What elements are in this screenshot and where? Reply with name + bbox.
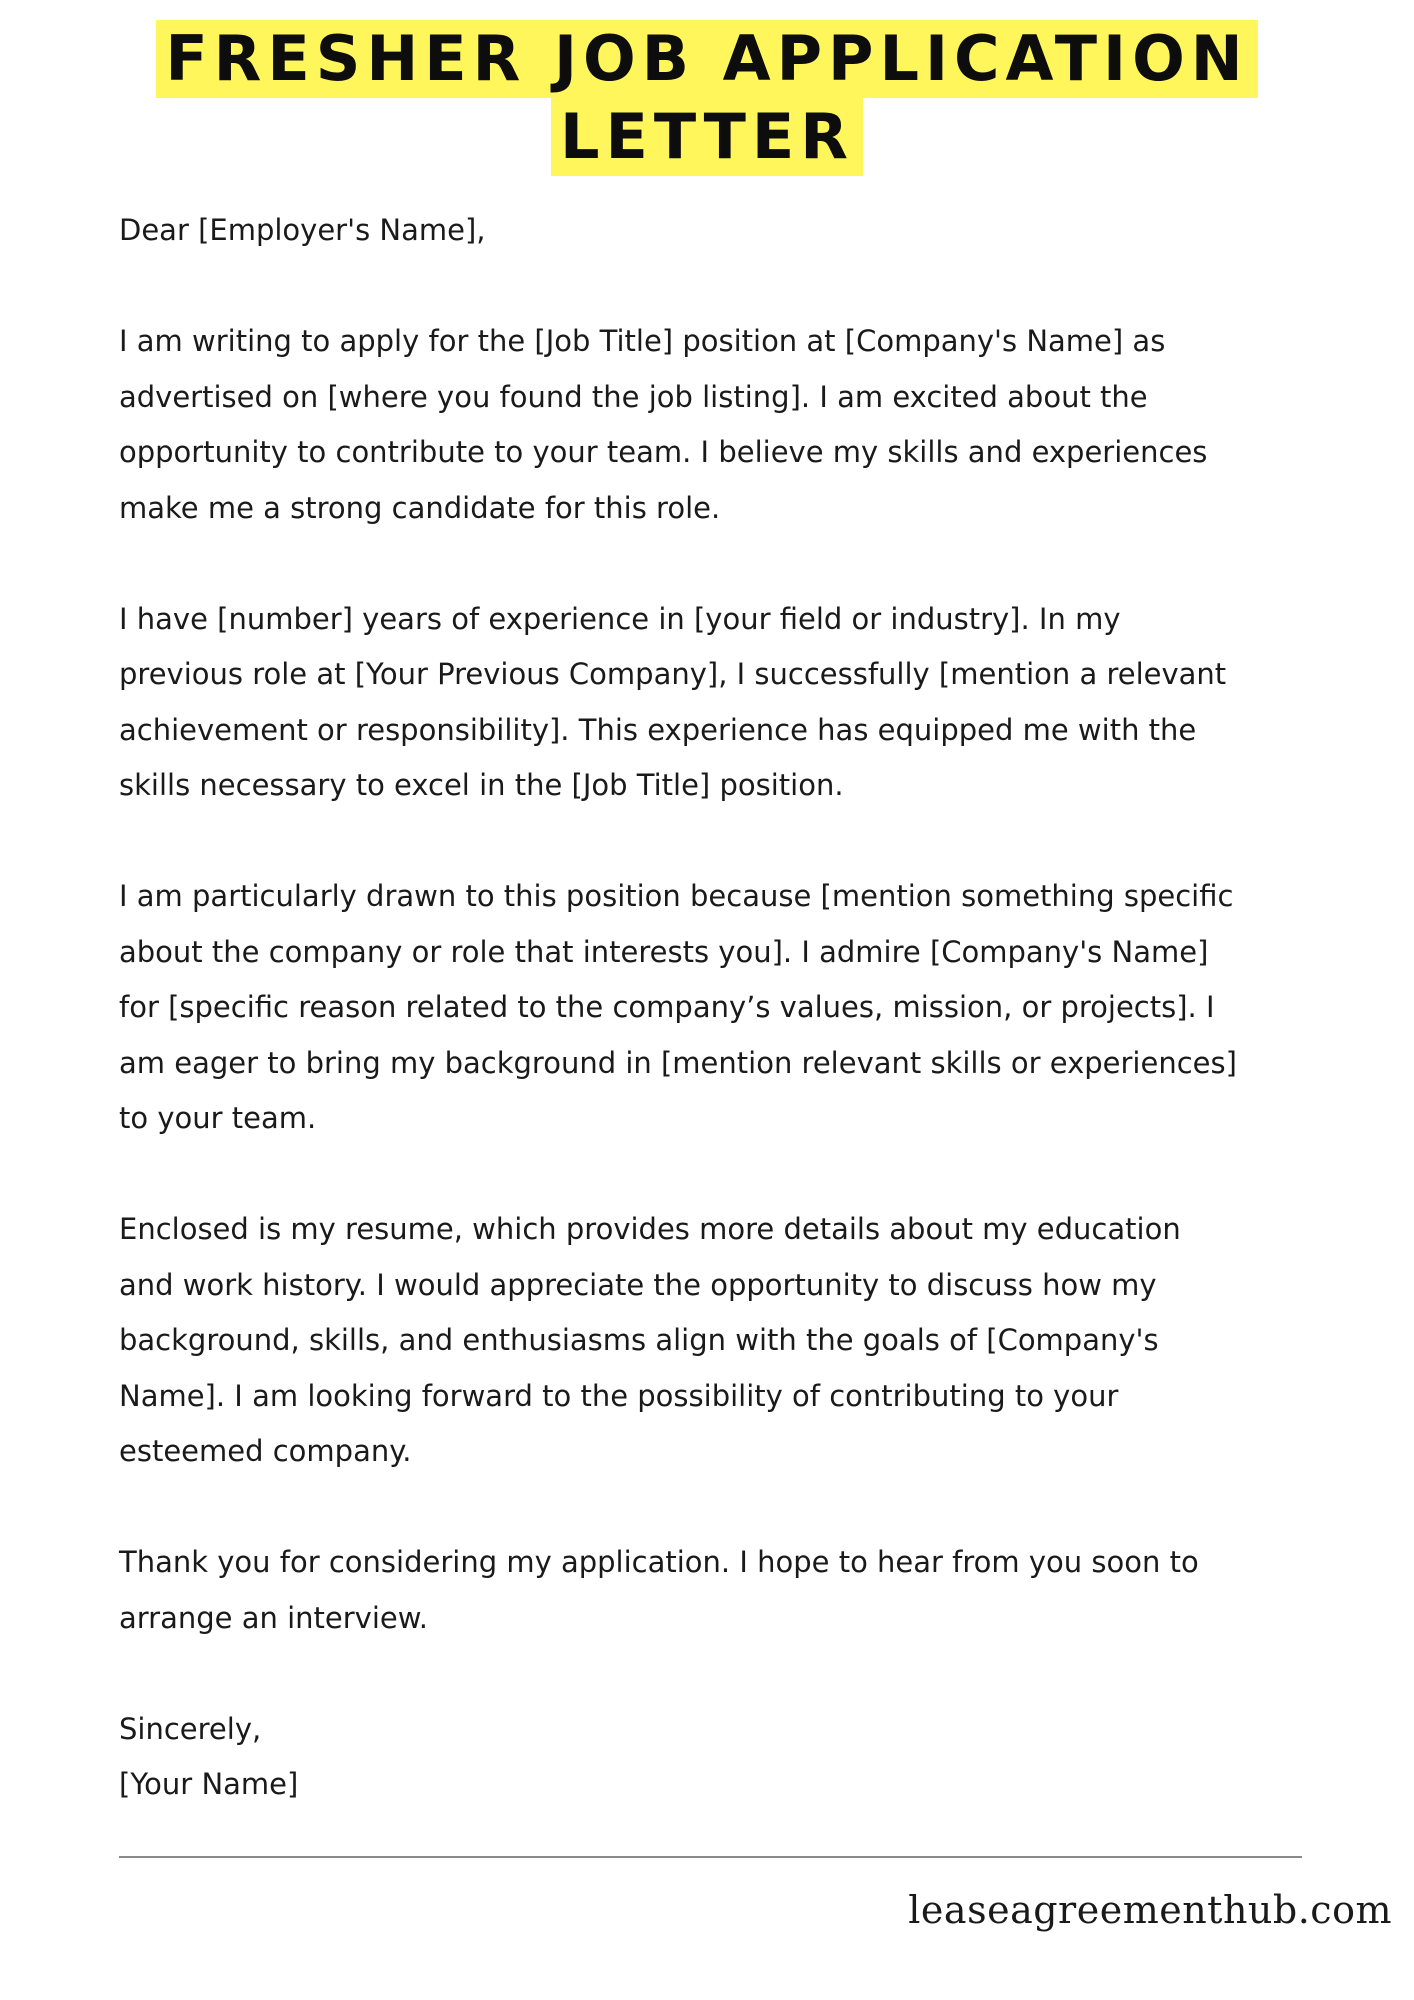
paragraph-line: and work history. I would appreciate the opportunity to discuss how my	[119, 1267, 1157, 1302]
brand-wordmark: leaseagreementhub.com	[908, 1888, 1392, 1932]
paragraph-line: am eager to bring my background in [mention relevant skills or experiences]	[119, 1045, 1237, 1080]
footer-divider	[119, 1856, 1302, 1858]
paragraph-line: I have [number] years of experience in [your field or industry]. In my	[119, 601, 1121, 636]
letter-body	[119, 203, 1319, 1813]
paragraph-line: Thank you for considering my application. I hope to hear from you soon to	[119, 1545, 1199, 1579]
page-title	[0, 20, 1414, 176]
paragraph-line: I am writing to apply for the [Job Title] position at [Company's Name] as	[119, 324, 1166, 358]
paragraph-line: opportunity to contribute to your team. I believe my skills and experiences	[119, 435, 1208, 469]
salutation-text: Dear [Employer's Name],	[119, 213, 486, 247]
paragraph-2	[119, 592, 1319, 814]
paragraph-line: achievement or responsibility]. This experience has equipped me with the	[119, 712, 1197, 747]
signature: [Your Name]	[119, 1767, 299, 1801]
paragraph-line: previous role at [Your Previous Company], I successfully [mention a relevant	[119, 657, 1227, 691]
paragraph-line: I am particularly drawn to this position because [mention something specific	[119, 879, 1234, 913]
paragraph-line: esteemed company.	[119, 1434, 412, 1468]
paragraph-line: about the company or role that interests you]. I admire [Company's Name]	[119, 934, 1209, 969]
closing-block	[119, 1702, 1319, 1813]
paragraph-3	[119, 869, 1319, 1147]
title-line-1: FRESHER JOB APPLICATION	[156, 20, 1257, 98]
paragraph-line: for [specific reason related to the company’s values, mission, or projects]. I	[119, 990, 1215, 1024]
paragraph-line: skills necessary to excel in the [Job Title] position.	[119, 768, 844, 802]
paragraph-5	[119, 1535, 1319, 1646]
paragraph-line: advertised on [where you found the job listing]. I am excited about the	[119, 379, 1148, 414]
paragraph-line: Name]. I am looking forward to the possibility of contributing to your	[119, 1378, 1119, 1413]
title-line-2: LETTER	[551, 98, 863, 176]
paragraph-line: background, skills, and enthusiasms align with the goals of [Company's	[119, 1323, 1159, 1357]
paragraph-line: make me a strong candidate for this role.	[119, 490, 721, 525]
paragraph-4	[119, 1202, 1319, 1480]
closing: Sincerely,	[119, 1711, 262, 1746]
paragraph-line: arrange an interview.	[119, 1600, 429, 1635]
paragraph-line: to your team.	[119, 1101, 317, 1135]
paragraph-line: Enclosed is my resume, which provides more details about my education	[119, 1212, 1181, 1246]
paragraph-1	[119, 314, 1319, 536]
salutation	[119, 203, 1319, 259]
